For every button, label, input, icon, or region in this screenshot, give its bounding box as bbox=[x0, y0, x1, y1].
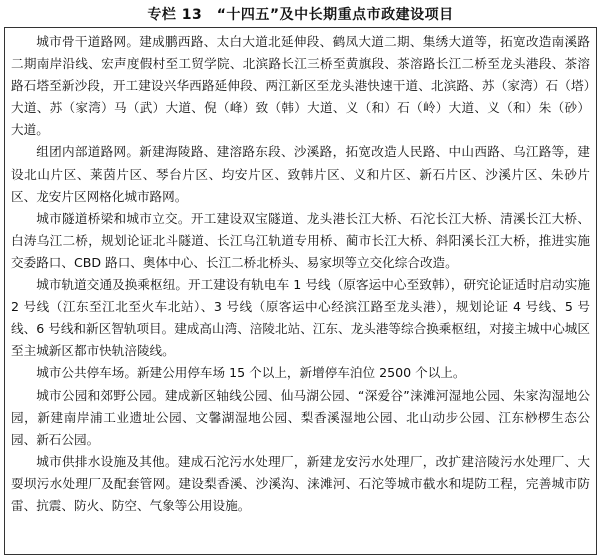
paragraph-rail-transit: 城市轨道交通及换乘枢纽。开工建设有轨电车 1 号线（原客运中心至致韩），研究论证适时启动实施 2 号线（江东至江北至火车北站）、3 号线（原客运中心经滨江路至龙头港），规划论证 4 号线、5 号线、6 号线和新区智轨项目。建成高山湾、涪陵北站、江东、龙头港等综合换乘枢纽，对接主城中心城区至主城新区都市快轨涪陵线。 bbox=[11, 277, 590, 359]
paragraph-water-facilities: 城市供排水设施及其他。建成石沱污水处理厂，新建龙安污水处理厂，改扩建涪陵污水处理厂、大耍坝污水处理厂及配套管网。建设梨香溪、沙溪沟、涞滩河、石沱等城市截水和堤防工程，完善城市防雷、抗震、防火、防空、气象等公用设施。 bbox=[11, 453, 590, 513]
paragraph-tunnels-bridges: 城市隧道桥梁和城市立交。开工建设双宝隧道、龙头港长江大桥、石沱长江大桥、清溪长江大桥、白涛乌江二桥，规划论证北斗隧道、长江乌江轨道专用桥、蔺市长江大桥、斜阳溪长江大桥，推进实施交委路口、CBD 路口、奥体中心、长江二桥北桥头、易家坝等立交化综合改造。 bbox=[11, 210, 590, 270]
box-title: 专栏 13 “十四五”及中长期重点市政建设项目 bbox=[147, 7, 454, 23]
paragraph-parking: 城市公共停车场。新建公用停车场 15 个以上，新增停车泊位 2500 个以上。 bbox=[36, 365, 466, 381]
paragraph-arterial-roads: 城市骨干道路网。建成鹏西路、太白大道北延伸段、鹤凤大道二期、集绣大道等，拓宽改造南溪路二期南岸沿线、宏声度假村至工贸学院、北滨路长江三桥至黄旗段、茶溶路长江二桥至龙头港段、茶溶路石塔至新沙段，开工建设兴华西路延伸段、两江新区至龙头港快速干道、北滨路、苏（家湾）石（塔）大道、苏（家湾）马（武）大道、倪（峰）致（韩）大道、义（和）石（岭）大道、义（和）朱（砂）大道。 bbox=[11, 34, 590, 138]
paragraph-parks: 城市公园和郊野公园。建成新区轴线公园、仙马湖公园、“深爱谷”涞滩河湿地公园、朱家沟湿地公园，新建南岸浦工业遗址公园、文馨湖湿地公园、梨香溪湿地公园、北山动步公园、江东桫椤生态公园、新石公园。 bbox=[11, 387, 590, 447]
content-box bbox=[4, 27, 597, 555]
paragraph-internal-roads: 组团内部道路网。新建海陵路、建溶路东段、沙溪路，拓宽改造人民路、中山西路、乌江路等，建设北山片区、莱茵片区、琴台片区、均安片区、致韩片区、义和片区、新石片区、沙溪片区、朱砂片区、龙安片区网格化城市路网。 bbox=[11, 144, 590, 204]
